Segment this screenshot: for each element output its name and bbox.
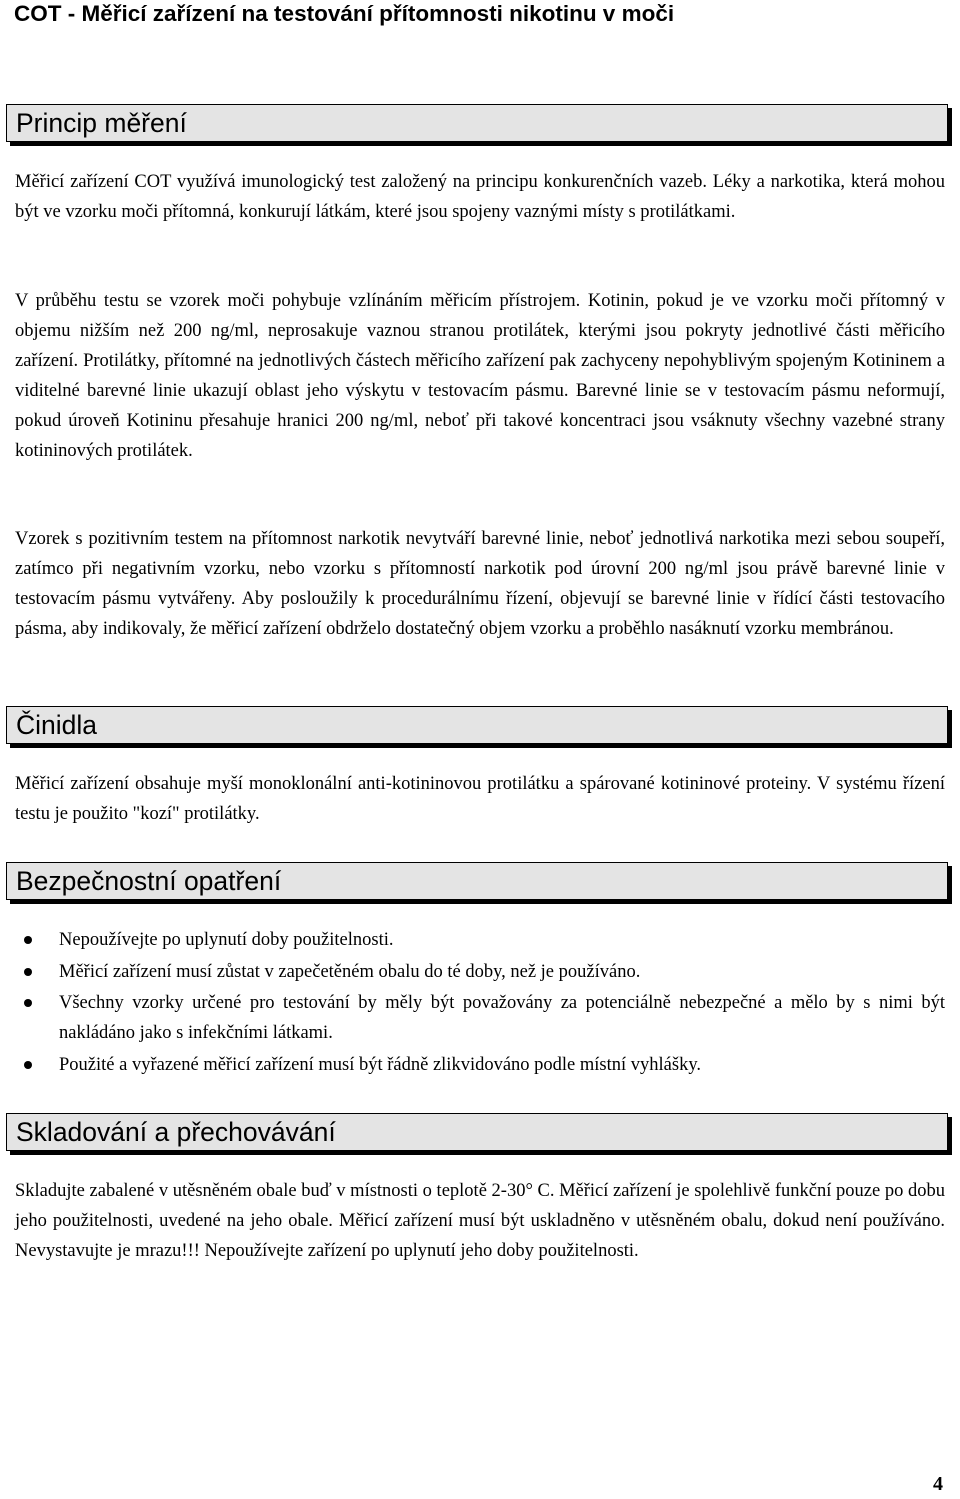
section-heading-principle [6,104,948,142]
paragraph-principle-3: Vzorek s pozitivním testem na přítomnost narkotik nevytváří barevné linie, neboť jednotlivá narkotika mezi sebou soupeří, zatímco při negativním vzorku, nebo vzorku s přítomností narkotik pod úrovní 200 ng/ml jsou právě barevné linie v testovacím pásmu vytvářeny. Aby posloužily k procedurálnímu řízení, objevují se barevné linie v řídící části testovacího pásma, aby indikovaly, že měřicí zařízení obdrželo dostatečný objem vzorku a proběhlo nasáknutí vzorku membránou. [15,529,945,639]
page-number: 4 [933,1473,943,1495]
bullet-icon [24,968,32,976]
paragraph-storage: Skladujte zabalené v utěsněném obale buď v místnosti o teplotě 2-30° C. Měřicí zařízení je spolehlivě funkční pouze po dobu jeho použitelnosti, uvedené na jeho obale. Měřicí zařízení musí být uskladněno v utěsněném obalu, dokud není používáno. Nevystavujte je mrazu!!! Nepoužívejte zařízení po uplynutí jeho doby použitelnosti. [15,1181,945,1261]
list-item: Nepoužívejte po uplynutí doby použitelnosti. [15,925,945,955]
paragraph-principle-2: V průběhu testu se vzorek moči pohybuje vzlínáním měřicím přístrojem. Kotinin, pokud je ve vzorku moči přítomný v objemu nižším než 200 ng/ml, neprosakuje vaznou stranou protilátek, kterými jsou pokryty jednotlivé části měřicího zařízení. Protilátky, přítomné na jednotlivých částech měřicího zařízení pak zachyceny nepohyblivým spojeným Kotininem a viditelné barevné linie ukazují oblast jeho výskytu v testovacím pásmu. Barevné linie se v testovacím pásmu neformují, pokud úroveň Kotininu přesahuje hranici 200 ng/ml, neboť při takové koncentraci jsou vsáknuty všechny vazebné strany kotininových protilátek. [15,291,945,461]
list-item: Měřicí zařízení musí zůstat v zapečetěném obalu do té doby, než je používáno. [15,957,945,987]
bullet-icon [24,1061,32,1069]
section-heading-safety [6,862,948,900]
bullet-icon [24,999,32,1007]
safety-list [15,925,945,1081]
section-heading-text: Skladování a přechovávání [16,1117,336,1147]
paragraph-principle-1: Měřicí zařízení COT využívá imunologický test založený na principu konkurenčních vazeb. Léky a narkotika, která mohou být ve vzorku moči přítomná, konkurují látkám, které jsou spojeny vaznými místy s protilátkami. [15,172,945,222]
section-heading-storage [6,1113,948,1151]
section-heading-text: Činidla [16,710,98,740]
section-heading-text: Bezpečnostní opatření [16,866,282,896]
list-item: Všechny vzorky určené pro testování by měly být považovány za potenciálně nebezpečné a mělo by s nimi být nakládáno jako s infekčními látkami. [15,988,945,1048]
paragraph-reagents: Měřicí zařízení obsahuje myší monoklonální anti-kotininovou protilátku a spárované kotininové proteiny. V systému řízení testu je použito "kozí" protilátky. [15,774,945,824]
document-title: COT - Měřicí zařízení na testování přítomnosti nikotinu v moči [14,1,675,26]
bullet-icon [24,936,32,944]
section-heading-text: Princip měření [16,108,187,138]
list-item: Použité a vyřazené měřicí zařízení musí být řádně zlikvidováno podle místní vyhlášky. [15,1050,945,1080]
section-heading-reagents [6,706,948,744]
